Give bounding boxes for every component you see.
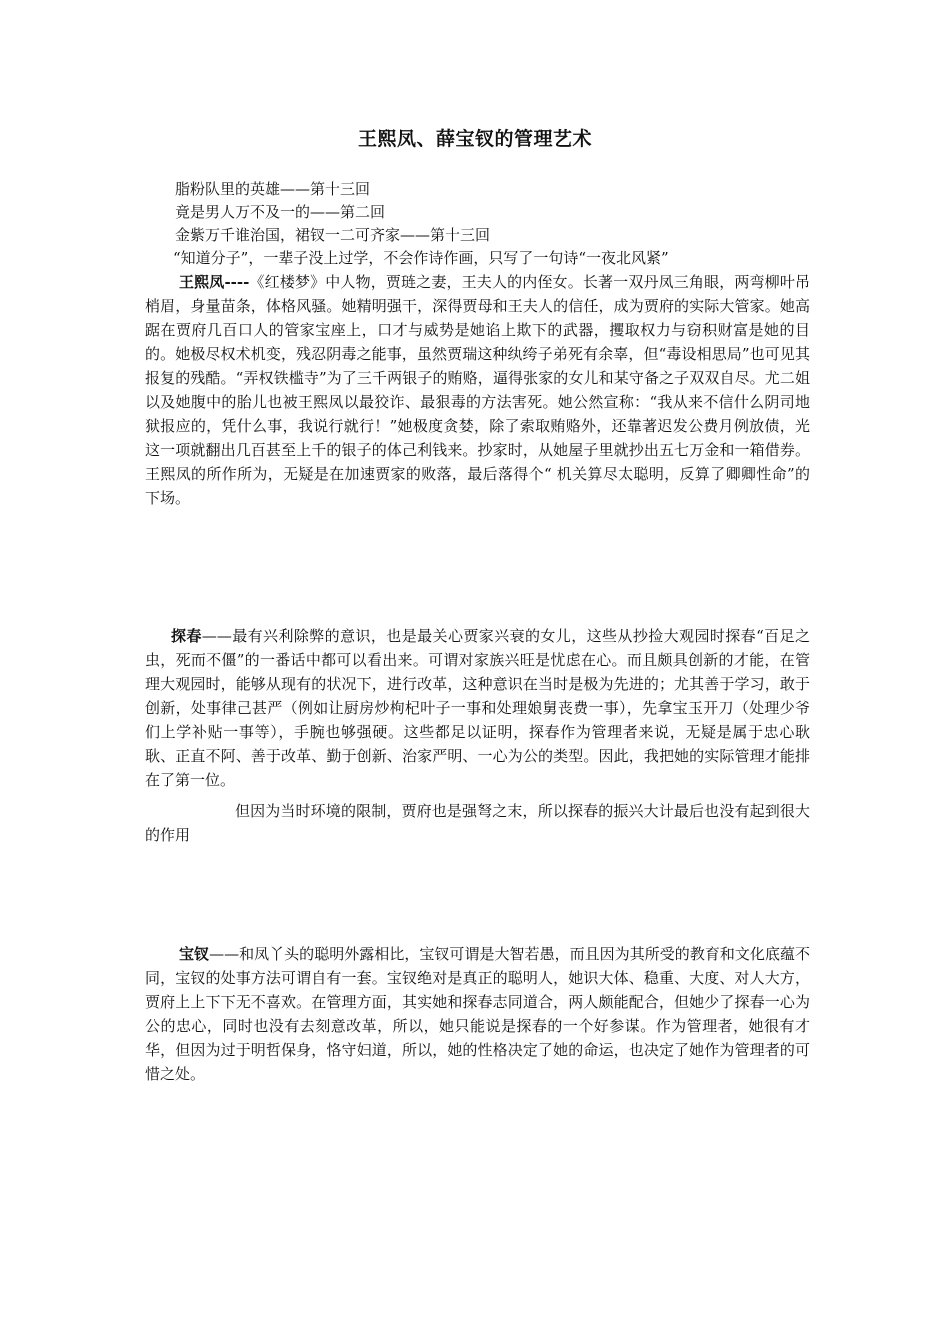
paragraph-tanchun [145,624,810,792]
intro-line-2: 竟是男人万不及一的——第二回 [175,203,386,221]
text-wang-xifeng: 《红楼梦》中人物，贾琏之妻，王夫人的内侄女。长著一双丹凤三角眼，两弯柳叶吊梢眉，身量苗条，体格风骚。她精明强干，深得贾母和王夫人的信任，成为贾府的实际大管家。她高踞在贾府几百口人的管家宝座上，口才与威势是她谄上欺下的武器，攫取权力与窃积财富是她的目的。她极尽权术机变，残忍阴毒之能事，虽然贾瑞这种纨绔子弟死有余辜，但“毒设相思局”也可见其报复的残酷。“弄权铁槛寺”为了三千两银子的贿赂，逼得张家的女儿和某守备之子双双自尽。尤二姐以及她腹中的胎儿也被王熙凤以最狡诈、最狠毒的方法害死。她公然宣称：“我从来不信什么阴司地狱报应的，凭什么事，我说行就行！”她极度贪婪，除了索取贿赂外，还靠著迟发公费月例放债，光这一项就翻出几百甚至上千的银子的体己利钱来。抄家时，从她屋子里就抄出五七万金和一箱借券。王熙凤的所作所为，无疑是在加速贾家的败落，最后落得个“ 机关算尽太聪明，反算了卿卿性命”的下场。 [145,273,810,507]
text-tanchun: ——最有兴利除弊的意识，也是最关心贾家兴衰的女儿，这些从抄捡大观园时探春“百足之虫，死而不僵”的一番话中都可以看出来。可谓对家族兴旺是忧虑在心。而且颇具创新的才能，在管理大观园时，能够从现有的状况下，进行改革，这种意识在当时是极为先进的；尤其善于学习，敢于创新，处事律己甚严（例如让厨房炒枸杞叶子一事和处理娘舅丧费一事），先拿宝玉开刀（处理少爷们上学补贴一事等），手腕也够强硬。这些都足以证明，探春作为管理者来说，无疑是属于忠心耿耿、正直不阿、善于改革、勤于创新、治家严明、一心为公的类型。因此，我把她的实际管理才能排在了第一位。 [145,627,810,789]
paragraph-wang-xifeng [145,270,810,510]
lead-baochai: 宝钗 [179,945,210,963]
lead-wang-xifeng: 王熙凤---- [179,273,250,291]
intro-line-3: 金紫万千谁治国，裙钗一二可齐家——第十三回 [175,226,491,244]
intro-line-1: 脂粉队里的英雄——第十三回 [175,180,371,198]
text-baochai: ——和凤丫头的聪明外露相比，宝钗可谓是大智若愚，而且因为其所受的教育和文化底蕴不同，宝钗的处事方法可谓自有一套。宝钗绝对是真正的聪明人，她识大体、稳重、大度、对人大方，贾府上上下下无不喜欢。在管理方面，其实她和探春志同道合，两人颇能配合，但她少了探春一心为公的忠心，同时也没有去刻意改革，所以，她只能说是探春的一个好参谋。作为管理者，她很有才华，但因为过于明哲保身，恪守妇道，所以，她的性格决定了她的命运，也决定了她作为管理者的可惜之处。 [145,945,810,1083]
lead-tanchun: 探春 [171,627,202,645]
intro-line-4: “知道分子”，一辈子没上过学，不会作诗作画，只写了一句诗“一夜北风紧” [173,249,669,267]
paragraph-baochai [145,942,810,1086]
document-title: 王熙凤、薛宝钗的管理艺术 [357,128,592,150]
paragraph-tanchun-followup: 但因为当时环境的限制，贾府也是强弩之末，所以探春的振兴大计最后也没有起到很大的作用 [145,802,810,844]
intro-quotes [145,178,810,270]
